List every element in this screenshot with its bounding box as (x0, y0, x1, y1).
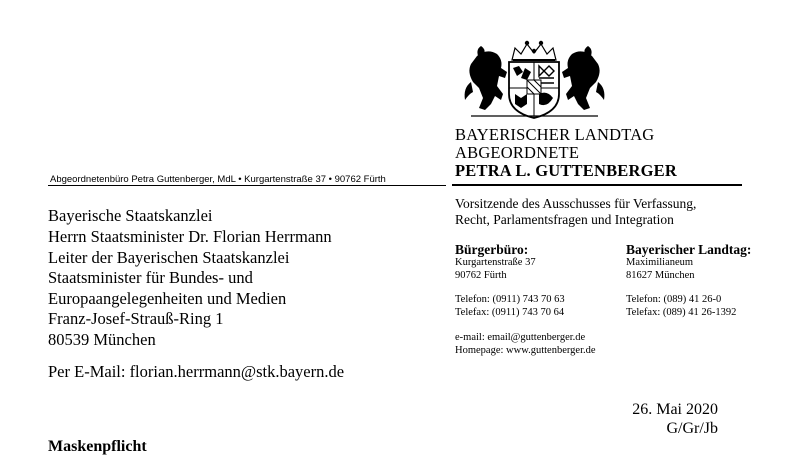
recipient-line: Europaangelegenheiten und Medien (48, 289, 287, 308)
recipient-line: Herrn Staatsminister Dr. Florian Herrmann (48, 227, 332, 246)
bavarian-coat-of-arms-logo (457, 38, 612, 120)
buergerbuero-street: Kurgartenstraße 37 (455, 257, 536, 268)
letterhead-title: ABGEORDNETE (455, 143, 580, 162)
recipient-line: Bayerische Staatskanzlei (48, 206, 213, 225)
landtag-heading: Bayerischer Landtag: (626, 242, 752, 257)
contact-email: e-mail: email@guttenberger.de (455, 332, 586, 343)
contact-homepage: Homepage: www.guttenberger.de (455, 345, 596, 356)
recipient-email: Per E-Mail: florian.herrmann@stk.bayern.de (48, 362, 345, 381)
letter-date: 26. Mai 2020 (632, 401, 718, 418)
recipient-line: Staatsminister für Bundes- und (48, 268, 253, 287)
divider (452, 184, 742, 186)
sender-return-address: Abgeordnetenbüro Petra Guttenberger, MdL • Kurgartenstraße 37 • 90762 Fürth (50, 174, 386, 185)
role-line-1: Vorsitzende des Ausschusses für Verfassung, (455, 196, 697, 211)
buergerbuero-fax: Telefax: (0911) 743 70 64 (455, 307, 565, 318)
landtag-fax: Telefax: (089) 41 26-1392 (626, 307, 737, 318)
role-line-2: Recht, Parlamentsfragen und Integration (455, 212, 674, 227)
recipient-line: Franz-Josef-Strauß-Ring 1 (48, 309, 224, 328)
buergerbuero-city: 90762 Fürth (455, 270, 507, 281)
letterhead-name: PETRA L. GUTTENBERGER (455, 161, 677, 180)
recipient-line: 80539 München (48, 330, 156, 349)
landtag-city: 81627 München (626, 270, 695, 281)
letter-reference: G/Gr/Jb (666, 420, 718, 437)
letterhead-institution: BAYERISCHER LANDTAG (455, 125, 655, 144)
landtag-phone: Telefon: (089) 41 26-0 (626, 294, 722, 305)
letter-subject: Maskenpflicht (48, 438, 147, 455)
buergerbuero-heading: Bürgerbüro: (455, 242, 529, 257)
buergerbuero-phone: Telefon: (0911) 743 70 63 (455, 294, 565, 305)
landtag-street: Maximilianeum (626, 257, 694, 268)
divider (48, 185, 446, 186)
recipient-line: Leiter der Bayerischen Staatskanzlei (48, 248, 290, 267)
